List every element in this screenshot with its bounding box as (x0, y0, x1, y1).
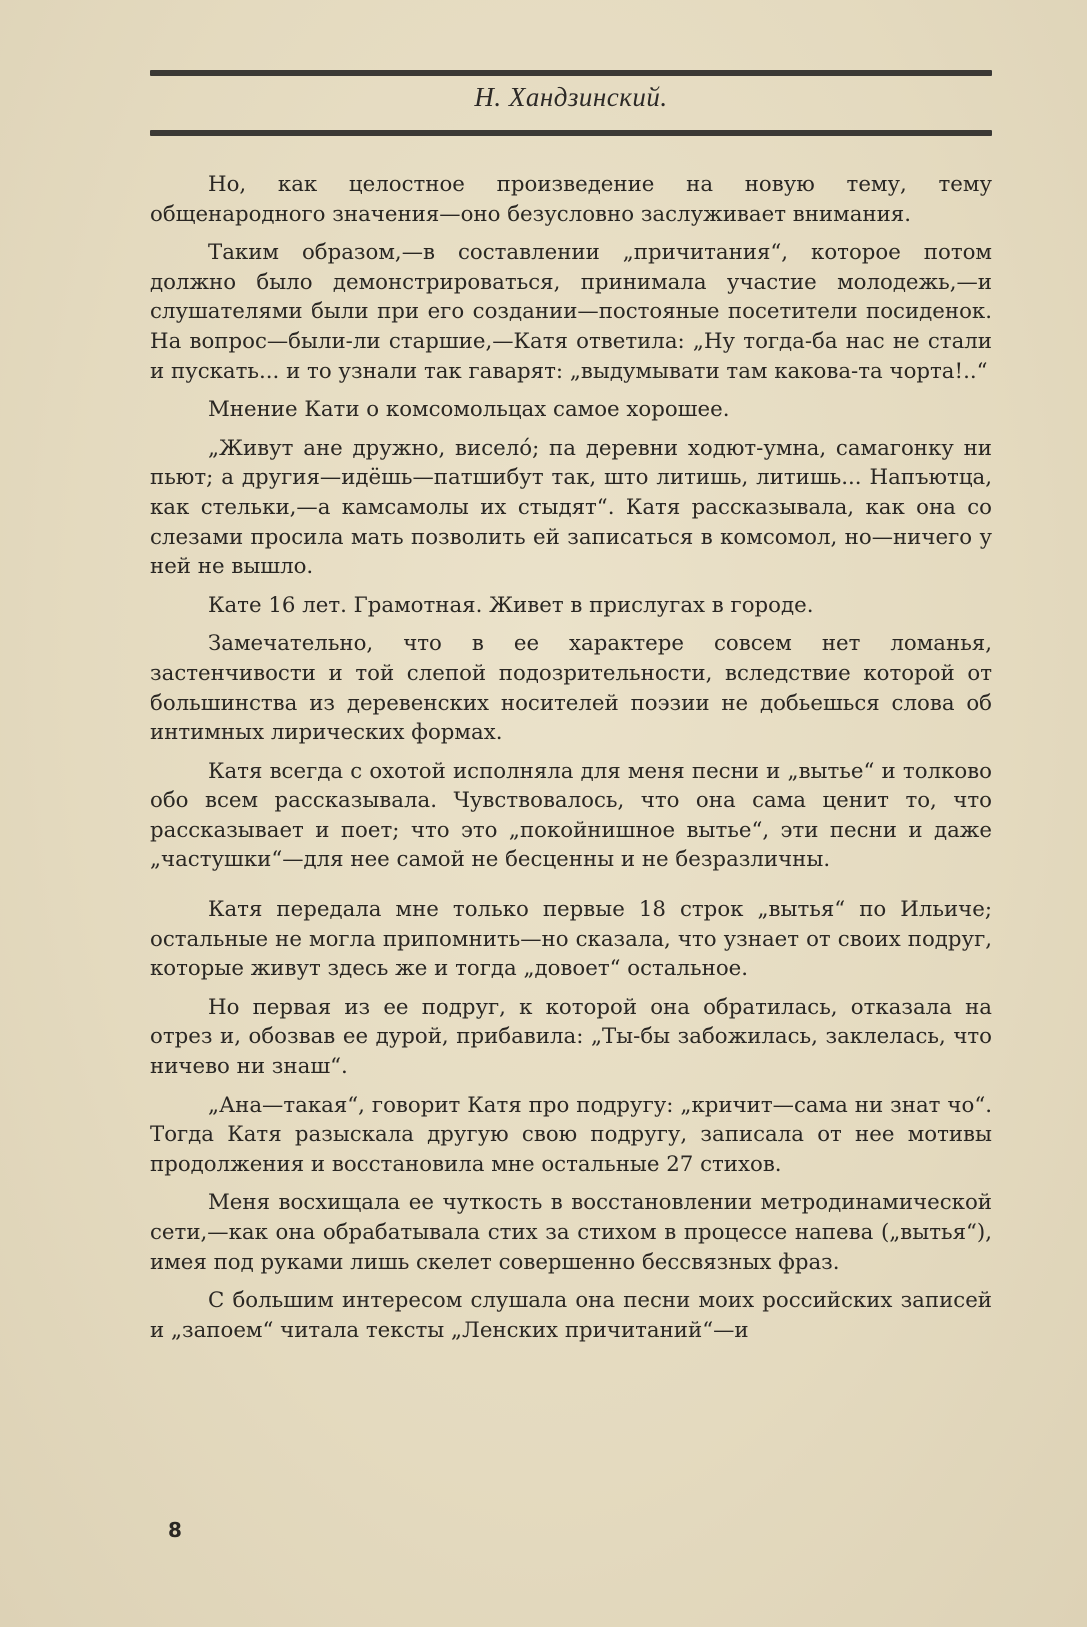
header-top-rule (150, 70, 992, 76)
paragraph: Катя всегда с охотой исполняла для меня песни и „вытье“ и толково обо всем рассказывала. Чувствовалось, что она сама ценит то, что рассказывает и поет; что это „покойнишное вытье“, эти песни и даже „частушки“—для нее самой не бесценны и не безразличны. (150, 758, 992, 873)
paragraph: Но первая из ее подруг, к которой она обратилась, отказала на отрез и, обозвав ее дурой, прибавила: „Ты-бы забожилась, заклелась, что ничево ни знаш“. (150, 994, 992, 1080)
paragraph: „Живут ане дружно, виселó; па деревни ходют-умна, самагонку ни пьют; а другия—идёшь—патшибут так, што литишь, литишь... Напъютца, как стельки,—а камсамолы их стыдят“. Катя рассказывала, как она со слезами просила мать позволить ей записаться в комсомол, но—ничего у ней не вышло. (150, 435, 992, 580)
body-text (150, 170, 992, 1354)
page-number: 8 (168, 1518, 182, 1542)
paragraph: Таким образом,—в составлении „причитания“, которое потом должно было демонстрироваться, принимала участие молодежь,—и слушателями были при его создании—постояные посетители посиденок. На вопрос—были-ли старшие,—Катя ответила: „Ну тогда-ба нас не стали и пускать... и то узнали так гаварят: „выдумывати там какова-та чорта!..“ (150, 240, 992, 384)
header-bottom-rule (150, 130, 992, 136)
paragraph: Мнение Кати о комсомольцах самое хорошее. (208, 397, 730, 423)
paragraph: Кате 16 лет. Грамотная. Живет в прислугах в городе. (208, 592, 814, 618)
paragraph: „Ана—такая“, говорит Катя про подругу: „кричит—сама ни знат чо“. Тогда Катя разыскала другую свою подругу, записала от нее мотивы продолжения и восстановила мне остальные 27 стихов. (150, 1092, 992, 1177)
paragraph: Катя передала мне только первые 18 строк „вытья“ по Ильиче; остальные не могла припомнить—но сказала, что узнает от своих подруг, которые живут здесь же и тогда „довоет“ остальное. (150, 897, 992, 982)
paragraph: Меня восхищала ее чуткость в восстановлении метродинамической сети,—как она обрабатывала стих за стихом в процессе напева („вытья“), имея под руками лишь скелет совершенно бессвязных фраз. (150, 1190, 992, 1275)
paragraph: Замечательно, что в ее характере совсем нет ломанья, застенчивости и той слепой подозрительности, вследствие которой от большинства из деревенских носителей поэзии не добьешься слова об интимных лирических формах. (150, 631, 992, 746)
running-head-author: Н. Хандзинский. (474, 82, 668, 112)
paragraph: С большим интересом слушала она песни моих российских записей и „запоем“ читала тексты „Ленских причитаний“—и (150, 1288, 992, 1343)
paragraph: Но, как целостное произведение на новую тему, тему общенародного значения—оно безусловно заслуживает внимания. (150, 172, 992, 227)
